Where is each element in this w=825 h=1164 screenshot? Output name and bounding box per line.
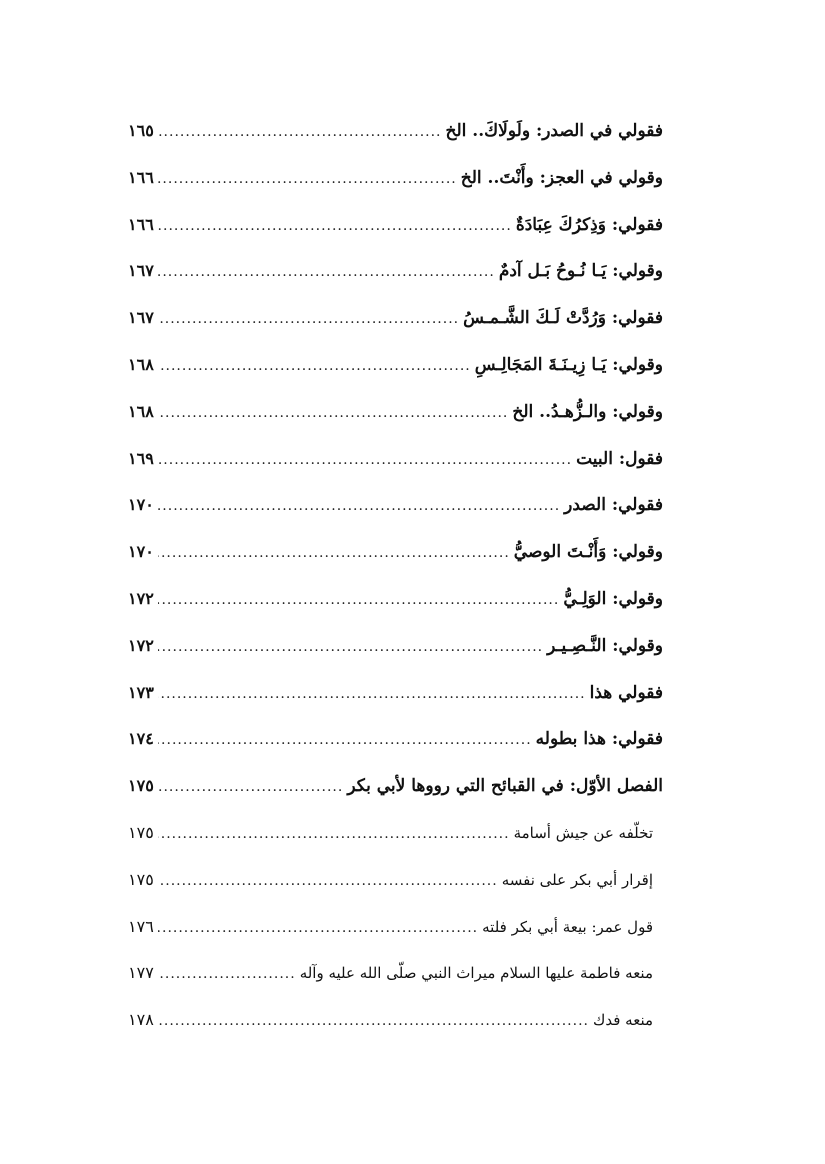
toc-subentry-title: منعه فدك <box>592 1011 653 1030</box>
toc-entry-title: وقولي: النَّـصِـيـر <box>547 635 663 656</box>
dot-leader <box>158 483 560 530</box>
toc-entry-page: ١٧٠ <box>128 495 154 515</box>
toc-entry-title: فقولي: هذا بطوله <box>535 729 663 750</box>
toc-entry-page: ١٦٩ <box>128 448 154 468</box>
dot-leader <box>158 437 572 484</box>
toc-entry-title: فقولي هذا <box>589 682 663 703</box>
toc-entry <box>128 248 663 295</box>
dot-leader <box>158 671 586 718</box>
dot-leader <box>158 530 510 577</box>
toc-entry-title: فقولي: الصدر <box>564 495 663 516</box>
toc-entry-title: فقولي: وَذِكرُكَ عِبَادَةٌ <box>515 214 663 235</box>
dot-leader <box>158 249 495 296</box>
toc-subentry <box>128 904 663 951</box>
toc-entry <box>128 202 663 249</box>
toc-entry-title: وقولي في العجز: وأَنْتَ.. الخ <box>460 167 663 188</box>
toc-entry-page: ١٧٢ <box>128 588 154 608</box>
toc-chapter-entry <box>128 763 663 810</box>
toc-entry-page: ١٦٥ <box>128 121 154 140</box>
toc-entry-page: ١٧٦ <box>128 916 154 936</box>
dot-leader <box>158 998 589 1045</box>
toc-subentry <box>128 997 663 1044</box>
toc-entry <box>128 529 663 576</box>
toc-entry-page: ١٧٥ <box>128 776 154 796</box>
toc-entry-title: فقولي: وَرُدَّتْ لَـكَ الشَّـمـسُ <box>463 308 663 329</box>
toc-entry-page: ١٧٣ <box>128 682 154 702</box>
dot-leader <box>158 905 478 952</box>
toc-entry <box>128 716 663 763</box>
table-of-contents <box>128 108 663 1044</box>
dot-leader <box>158 156 457 203</box>
toc-entry <box>128 482 663 529</box>
toc-entry <box>128 108 663 155</box>
dot-leader <box>158 390 509 437</box>
toc-entry-title: فقولي في الصدر: ولَولَاكَ.. الخ <box>445 121 663 141</box>
toc-entry-page: ١٧٧ <box>128 963 154 983</box>
toc-chapter-title: الفصل الأوّل: في القبائح التي رووها لأبي بكر <box>347 776 663 797</box>
toc-entry-page: ١٦٧ <box>128 308 154 328</box>
toc-entry <box>128 295 663 342</box>
toc-entry-page: ١٧٠ <box>128 542 154 562</box>
toc-entry-page: ١٦٨ <box>128 354 154 374</box>
dot-leader <box>158 624 543 671</box>
toc-entry <box>128 670 663 717</box>
toc-entry <box>128 342 663 389</box>
toc-entry <box>128 155 663 202</box>
dot-leader <box>158 951 296 998</box>
toc-entry-title: فقول: البيت <box>576 448 663 469</box>
toc-entry-title: وقولي: يَـا زِيـنَـةَ المَجَالِـسِ <box>474 354 663 375</box>
toc-entry-title: وقولي: وَأَنْـتَ الوصيُّ <box>513 542 663 563</box>
dot-leader <box>158 296 459 343</box>
toc-entry-page: ١٧٥ <box>128 822 154 842</box>
toc-entry-page: ١٧٤ <box>128 729 154 749</box>
dot-leader <box>158 203 512 250</box>
toc-subentry <box>128 857 663 904</box>
toc-entry-page: ١٧٥ <box>128 869 154 889</box>
toc-subentry-title: إقرار أبي بكر على نفسه <box>501 870 653 889</box>
toc-entry-page: ١٦٦ <box>128 167 154 187</box>
toc-entry-page: ١٦٦ <box>128 214 154 234</box>
toc-entry-title: وقولي: يَـا نُـوحُ بَـل آدمٌ <box>498 261 663 282</box>
toc-entry-page: ١٧٢ <box>128 635 154 655</box>
toc-entry <box>128 576 663 623</box>
toc-entry-title: وقولي: والـزُّهـدُ.. الخ <box>512 401 663 422</box>
dot-leader <box>158 717 532 764</box>
toc-entry-page: ١٦٧ <box>128 261 154 281</box>
toc-entry-title: وقولي: الوَلِـيُّ <box>563 588 663 609</box>
toc-entry-page: ١٦٨ <box>128 401 154 421</box>
toc-subentry-title: تخلّفه عن جيش أسامة <box>513 823 653 842</box>
toc-subentry <box>128 950 663 997</box>
toc-entry <box>128 389 663 436</box>
dot-leader <box>158 343 471 390</box>
toc-subentry <box>128 810 663 857</box>
dot-leader <box>158 764 344 811</box>
dot-leader <box>158 109 442 156</box>
toc-subentry-title: قول عمر: بيعة أبي بكر فلته <box>482 917 653 936</box>
dot-leader <box>158 858 498 905</box>
dot-leader <box>158 811 510 858</box>
toc-entry-page: ١٧٨ <box>128 1010 154 1030</box>
toc-subentry-title: منعه فاطمة عليها السلام ميراث النبي صلّى الله عليه وآله <box>299 964 653 983</box>
dot-leader <box>158 577 560 624</box>
toc-entry <box>128 436 663 483</box>
toc-entry <box>128 623 663 670</box>
